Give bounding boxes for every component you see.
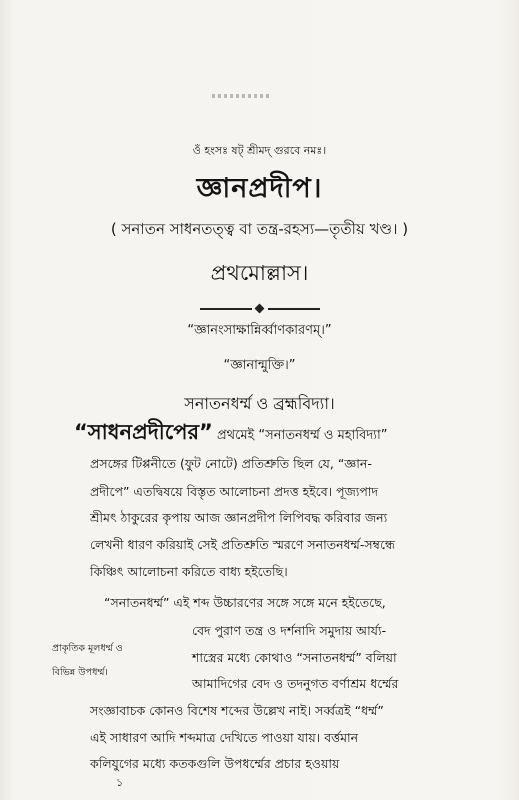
paragraph-1-lead: “সাধনপ্রদীপের” — [74, 420, 213, 444]
faint-header-mark — [212, 94, 270, 98]
paragraph-1-line-3: প্রদীপে” এতদ্বিষয়ে বিস্তৃত আলোচনা প্রদত্ত হইবে। পূজ্যপাদ — [90, 484, 379, 499]
paragraph-2-line-1: “সনাতনধর্ম্ম” এই শব্দ উচ্চারণের সঙ্গে সঙ্গে মনে হইতেছে, — [104, 595, 386, 610]
margin-note-line-1: প্রাকৃতিক মূলধর্ম্ম ও — [52, 643, 123, 654]
margin-note-line-2: বিভিন্ন উপধর্ম্ম। — [52, 667, 108, 678]
paragraph-2-line-5: সংজ্ঞাবাচক কোনও বিশেষ শব্দের উল্লেখ নাই। সর্ব্বত্রই “ধর্ম্ম” — [90, 703, 384, 718]
page-title: জ্ঞানপ্রদীপ। — [196, 173, 323, 204]
paragraph-1-line-5: লেখনী ধারণ করিয়াই সেই প্রতিশ্রুতি স্মরণে সনাতনধর্ম্ম-সম্বন্ধে — [90, 537, 395, 552]
page-subtitle: ( সনাতন সাধনতত্ত্ব বা তন্ত্র-রহস্য—তৃতীয় খণ্ড। ) — [110, 220, 409, 238]
paragraph-2-line-7: কলিযুগের মধ্যে কতকগুলি উপধর্ম্মের প্রচার হওয়ায় — [90, 756, 340, 771]
diamond-icon — [255, 304, 265, 314]
epigraph-quote-1: “জ্ঞানংসাক্ষান্নির্ব্বাণকারণম্।” — [187, 323, 332, 338]
ornament-divider — [200, 306, 320, 312]
section-heading: সনাতনধর্ম্ম ও ব্রহ্মবিদ্যা। — [184, 394, 335, 413]
chapter-heading: প্রথমোল্লাস। — [210, 261, 309, 285]
page-number: ১ — [116, 776, 124, 789]
epigraph-quote-2: “জ্ঞানান্মুক্তি।” — [223, 358, 296, 373]
paragraph-1-line-1 — [74, 420, 388, 444]
paragraph-1-line-4: শ্রীমৎ ঠাকুরের কৃপায় আজ জ্ঞানপ্রদীপ লিপিবদ্ধ করিবার জন্য — [90, 510, 388, 525]
paragraph-1-line-1-text: প্রথমেই “সনাতনধর্ম্ম ও মহাবিদ্যা” — [212, 428, 388, 443]
paragraph-2-line-6: এই সাধারণ আদি শব্দমাত্র দেখিতে পাওয়া যায়। বর্ত্তমান — [90, 730, 359, 745]
paragraph-2-line-3: শাস্ত্রের মধ্যে কোথাও “সনাতনধর্ম্ম” বলিয়া — [192, 650, 397, 665]
paragraph-1-line-6: কিঞ্চিৎ আলোচনা করিতে বাধ্য হইতেছি। — [90, 564, 288, 579]
paragraph-2-line-2: বেদ পুরাণ তন্ত্র ও দর্শনাদি সমুদায় আর্য্য- — [192, 623, 387, 638]
paragraph-1-line-2: প্রসঙ্গের টিপ্পনীতে (ফুট নোটে) প্রতিশ্রুতি ছিল যে, “জ্ঞান- — [90, 456, 372, 471]
paragraph-2-line-4: আমাদিগের বেদ ও তদনুগত বর্ণাশ্রম ধর্ম্মের — [192, 676, 399, 691]
invocation-line: ওঁ হংসঃ ষট্ শ্রীমদ্ গুরবে নমঃ। — [192, 144, 327, 157]
